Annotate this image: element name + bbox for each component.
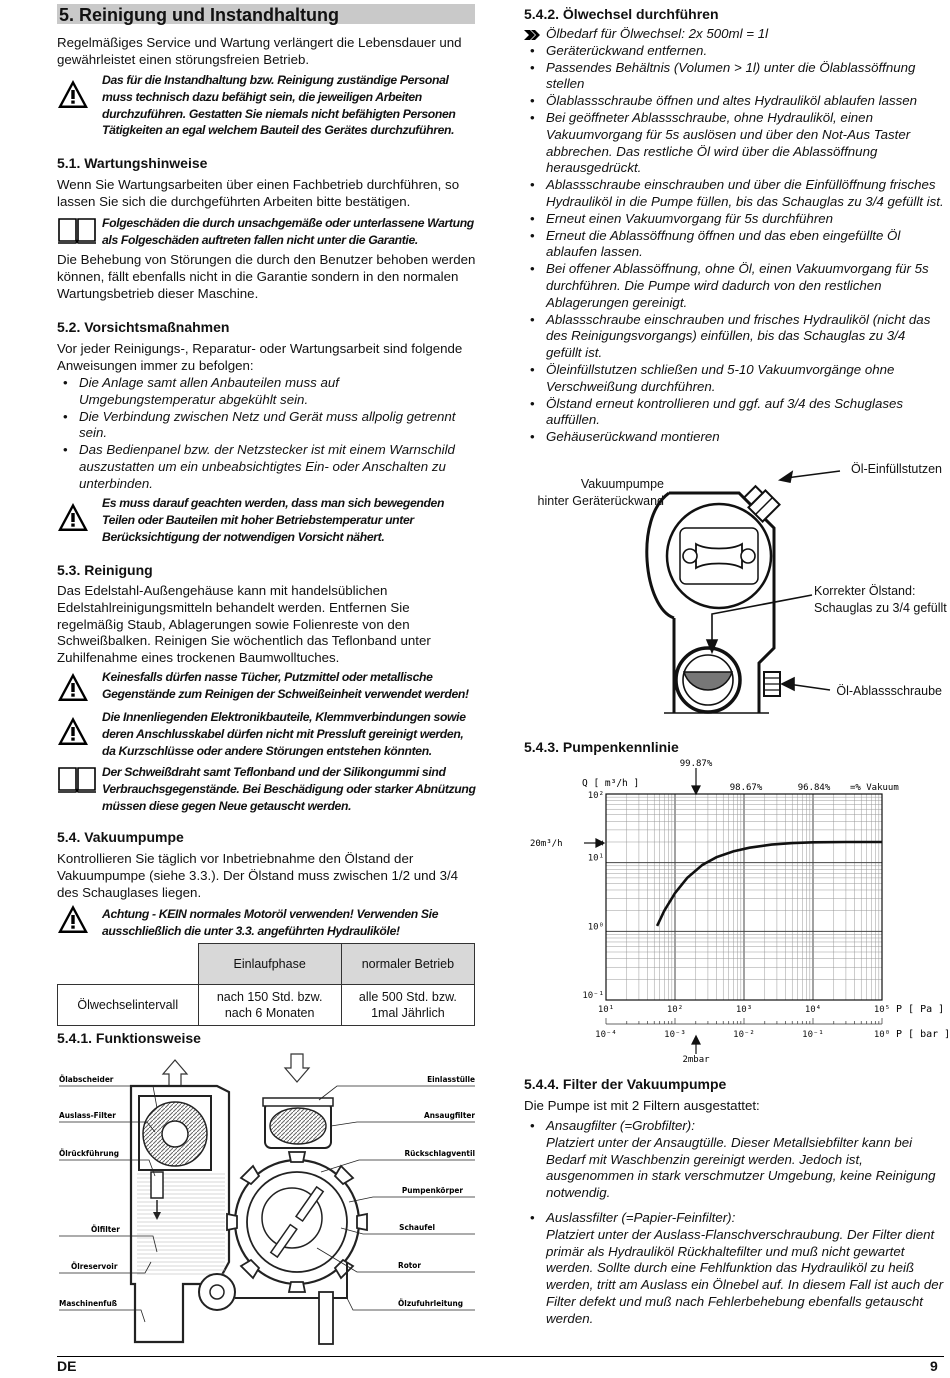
list-item: • Ölablassschraube öffnen und altes Hydrauliköl ablaufen lassen	[524, 93, 944, 110]
pump-characteristic-chart	[524, 756, 950, 1066]
vacuum-unit-label: =% Vakuum	[850, 783, 899, 793]
list-item: • Erneut die Ablassöffnung öffnen und das eben eingefüllte Öl ablaufen lassen.	[524, 228, 944, 262]
oil-change-table	[57, 943, 475, 1026]
exhaust-arrow	[163, 1060, 187, 1086]
x-tick-label-bar: 10⁻⁴	[595, 1030, 617, 1040]
precaution-list	[57, 375, 477, 493]
y-tick-label: 10⁻¹	[582, 991, 604, 1001]
list-item: • Erneut einen Vakuumvorgang für 5s durchführen	[524, 211, 944, 228]
label-schaufel: Schaufel	[399, 1222, 435, 1232]
s54-text: Kontrollieren Sie täglich vor Inbetriebnahme den Ölstand der Vakuumpumpe (siehe 3.3.). Der Ölstand muss zwischen 1/2 und 3/4 des Schauglases liegen.	[57, 851, 459, 900]
warning-icon	[57, 716, 89, 746]
list-item: • Auslassfilter (=Papier-Feinfilter): Platziert unter der Auslass-Flanschverschraubung. Der Filter dient primär als Hydrauliköl Rückhaltefilter und muß nicht gewartet werden. Sollte durch eine Fehlfunktion das Hydrauliköl zu heiß werden, tritt am Auslass ein Ölnebel auf. In diesem Fall ist auch der Filter defekt und muß nach Fehlerbehebung ebenfalls getauscht werden.	[524, 1210, 944, 1328]
x-tick-label: 10¹	[597, 1005, 615, 1015]
col-header: normaler Betrieb	[341, 944, 474, 985]
list-item: • Bei geöffneter Ablassschraube, ohne Hydrauliköl, einen Vakuumvorgang für 5s auslösen und über den Not-Aus Taster abbrechen. Das restliche Öl wird über die Ablassöffnung herausgedrückt.	[524, 110, 944, 177]
label-fill-neck: Öl-Einfüllstutzen	[850, 462, 942, 476]
warning-icon	[57, 79, 89, 109]
list-item: • Passendes Behältnis (Volumen > 1l) unter die Ölablassöffnung stellen	[524, 60, 944, 94]
table-cell: nach 150 Std. bzw. nach 6 Monaten	[198, 984, 341, 1025]
vacuum-label: 99.87%	[679, 759, 713, 769]
book-icon	[57, 765, 97, 793]
s51-text1: Wenn Sie Wartungsarbeiten über einen Fachbetrieb durchführen, so lassen Sie sich die durchgeführten Arbeiten bitte bestätigen.	[57, 177, 460, 209]
maintenance-warning: Das für die Instandhaltung bzw. Reinigung zuständige Personal muss technisch dazu befähigt sein, die jeweiligen Arbeiten durchzuführen. Gestatten Sie niemals nicht befähigten Personen Tätigkeiten an egal welchem Bauteil des Gerätes durchzuführen.	[102, 73, 456, 138]
list-item: • Die Verbindung zwischen Netz und Gerät muss allpolig getrennt sein.	[57, 409, 477, 443]
warranty-note: Folgeschäden die durch unsachgemäße oder unterlassene Wartung als Folgeschäden auftreten fallen nicht unter die Garantie.	[102, 216, 474, 247]
label-pumpenkoerper: Pumpenkörper	[401, 1185, 463, 1195]
heading-5-4: 5.4. Vakuumpumpe	[57, 829, 184, 845]
heading-5-4-1: 5.4.1. Funktionsweise	[57, 1030, 201, 1046]
vacuum-label: 96.84%	[797, 783, 831, 793]
oil-change-steps	[524, 26, 944, 446]
warning-icon	[57, 904, 89, 934]
footer-language: DE	[57, 1358, 77, 1374]
label-rotor: Rotor	[398, 1260, 421, 1270]
list-item: • Ablassschraube einschrauben und über die Einfüllöffnung frisches Hydrauliköl in die Pumpe füllen, bis das Schauglas zu 3/4 gefüllt ist.	[524, 177, 944, 211]
flow-label: 20m³/h	[530, 839, 563, 849]
table-cell: alle 500 Std. bzw. 1mal Jährlich	[341, 984, 474, 1025]
heading-5-4-2: 5.4.2. Ölwechsel durchführen	[524, 6, 719, 22]
x-axis-label: P [ Pa ]	[896, 1004, 945, 1015]
heading-5-4-3: 5.4.3. Pumpenkennlinie	[524, 739, 679, 755]
pump-function-diagram	[57, 1052, 477, 1352]
s52-intro: Vor jeder Reinigungs-, Reparatur- oder Wartungsarbeit sind folgende Anweisungen immer zu befolgen:	[57, 341, 463, 373]
label-sight-glass: Schauglas zu 3/4 gefüllt	[814, 601, 947, 615]
y-tick-label: 10²	[587, 791, 604, 801]
col-header: Einlaufphase	[198, 944, 341, 985]
double-chevron-icon	[524, 30, 542, 40]
label-oelzufuhrleitung: Ölzufuhrleitung	[398, 1298, 463, 1308]
list-item: • Bei offener Ablassöffnung, ohne Öl, einen Vakuumvorgang für 5s durchführen. Die Pumpe wird dadurch von den restlichen Ablagerungen gereinigt.	[524, 261, 944, 311]
motor-oil-warning: Achtung - KEIN normales Motoröl verwenden! Verwenden Sie ausschließlich die unter 3.3. angeführten Hydrauliköle!	[102, 907, 439, 938]
list-item: • Die Anlage samt allen Anbauteilen muss auf Umgebungstemperatur abgekühlt sein.	[57, 375, 477, 409]
oil-requirement: Ölbedarf für Ölwechsel: 2x 500ml = 1l	[546, 26, 769, 41]
footer-rule	[57, 1356, 944, 1357]
label-oelabscheider: Ölabscheider	[59, 1074, 114, 1084]
section-title: 5. Reinigung und Instandhaltung	[57, 4, 475, 24]
intake-arrow	[285, 1054, 309, 1082]
x-tick-label-bar: 10⁰	[873, 1030, 891, 1040]
label-pump-location: hinter Geräterückwand	[537, 494, 664, 508]
heading-5-2: 5.2. Vorsichtsmaßnahmen	[57, 319, 230, 335]
x-tick-label-bar: 10⁻³	[664, 1030, 686, 1040]
label-einlasstuelle: Einlasstülle	[427, 1074, 475, 1084]
moving-parts-warning: Es muss darauf geachten werden, dass man sich bewegenden Teilen oder Bauteilen mit hoher Betriebstemperatur unter Berücksichtigung der notwendigen Vorsicht nähert.	[102, 496, 445, 544]
label-pump: Vakuumpumpe	[580, 477, 664, 491]
x-axis-label-bar: P [ bar ]	[896, 1029, 950, 1040]
label-oelreservoir: Ölreservoir	[71, 1261, 118, 1271]
list-item: • Gehäuserückwand montieren	[524, 429, 944, 446]
label-drain-screw: Öl-Ablassschraube	[836, 684, 942, 698]
warning-icon	[57, 502, 89, 532]
x-tick-label-bar: 10⁻¹	[802, 1030, 824, 1040]
oil-level-figure	[524, 458, 947, 720]
y-axis-label: Q [ m³/h ]	[582, 778, 640, 789]
list-item: • Ablassschraube einschrauben und frisches Hydrauliköl (nicht das des Reinigungsvorgangs) einfüllen, bis das Schauglas zu 3/4 gefüllt ist.	[524, 312, 944, 362]
label-oelrueckfuehrung: Ölrückführung	[59, 1148, 120, 1158]
label-maschinenfuss: Maschinenfuß	[59, 1298, 118, 1308]
label-oil-level: Korrekter Ölstand:	[814, 584, 916, 598]
section-intro: Regelmäßiges Service und Wartung verlängert die Lebensdauer und gewährleistet einen störungsfreien Betrieb.	[57, 35, 462, 67]
list-item: • Ansaugfilter (=Grobfilter): Platziert unter der Ansaugtülle. Dieser Metallsiebfilter kann bei Bedarf mit Waschbenzin gereinigt werden. Jedoch ist, ausgenommen in stark verschmutzer Umgebung, keine Reinigung notwendig.	[524, 1118, 944, 1202]
footer-page-number: 9	[930, 1358, 938, 1374]
x-tick-label: 10⁴	[804, 1005, 822, 1015]
list-item: • Geräterückwand entfernen.	[524, 43, 944, 60]
list-item: • Das Bedienpanel bzw. der Netzstecker ist mit einem Warnschild auszustatten um ein unbeabsichtigtes Ein- oder Anschalten zu unterbinden.	[57, 442, 477, 492]
label-ansaugfilter: Ansaugfilter	[424, 1110, 475, 1120]
label-rueckschlagventil: Rückschlagventil	[404, 1148, 475, 1158]
s53-text: Das Edelstahl-Außengehäuse kann mit handelsüblichen Edelstahlreinigungsmitteln behandelt werden. Entfernen Sie regelmäßig Staub, Ablagerungen sowie Folienreste von den Schweißbalken. Reinigen Sie wöchentlich das Teflonband unter Zuhilfenahme eines trockenen Baumwolltuches.	[57, 583, 431, 666]
row-label: Ölwechselintervall	[58, 984, 199, 1025]
x-tick-label: 10²	[666, 1005, 684, 1015]
label-oelfilter: Ölfilter	[91, 1224, 120, 1234]
y-tick-label: 10⁰	[587, 922, 604, 933]
heading-5-4-4: 5.4.4. Filter der Vakuumpumpe	[524, 1076, 727, 1092]
label-auslassfilter: Auslass-Filter	[59, 1110, 116, 1120]
heading-5-1: 5.1. Wartungshinweise	[57, 155, 208, 171]
s544-intro: Die Pumpe ist mit 2 Filtern ausgestattet:	[524, 1098, 760, 1113]
y-tick-label: 10¹	[587, 853, 604, 864]
pump-curve	[657, 842, 882, 926]
book-icon	[57, 216, 97, 244]
list-item: • Ölstand erneut kontrollieren und ggf. auf 3/4 des Schuglases auffüllen.	[524, 396, 944, 430]
filter-list	[524, 1118, 944, 1328]
x-tick-label: 10⁵	[873, 1005, 891, 1015]
compressed-air-warning: Die Innenliegenden Elektronikbauteile, Klemmverbindungen sowie deren Anschlusskabel dürfen nicht mit Pressluft gereinigt werden, da Kurzschlüsse oder andere Störungen entstehen könnten.	[102, 710, 466, 758]
vacuum-label: 98.67%	[729, 783, 763, 793]
x-tick-label-bar: 10⁻²	[733, 1030, 755, 1040]
x-tick-label: 10³	[735, 1005, 753, 1015]
warning-icon	[57, 672, 89, 702]
s51-text2: Die Behebung von Störungen die durch den Benutzer behoben werden können, fällt ebenfalls nicht in die Garantie sondern in den normalen Wartungsbetrieb dieser Maschine.	[57, 252, 476, 301]
list-item: • Öleinfüllstutzen schließen und 5-10 Vakuumvorgänge ohne Verschweißung durchführen.	[524, 362, 944, 396]
cleaning-warning: Keinesfalls dürfen nasse Tücher, Putzmittel oder metallische Gegenstände zum Reinigen der Schweißeinheit verwendet werden!	[102, 670, 469, 701]
heading-5-3: 5.3. Reinigung	[57, 562, 153, 578]
pressure-label: 2mbar	[682, 1055, 710, 1065]
consumables-note: Der Schweißdraht samt Teflonband und der Silikongummi sind Verbrauchsgegenstände. Bei Beschädigung oder starker Abnützung müssen diese gegen Neue getauscht werden.	[102, 765, 476, 813]
